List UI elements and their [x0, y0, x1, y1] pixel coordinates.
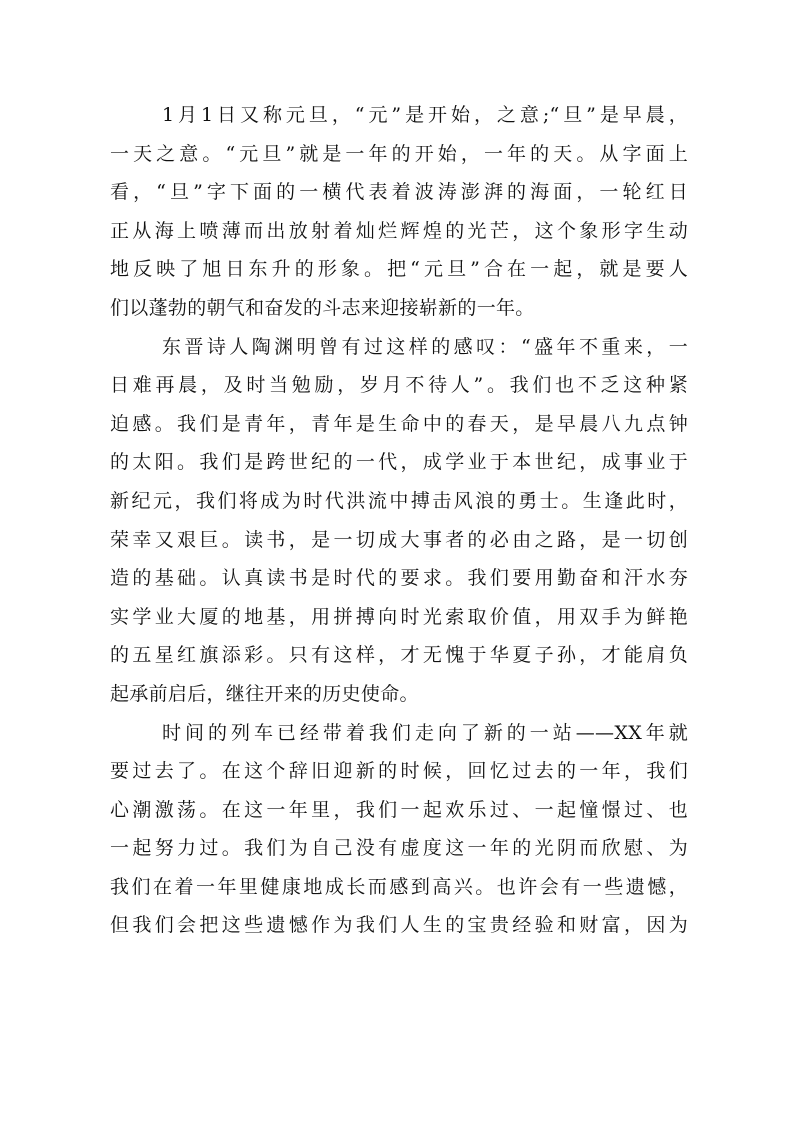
paragraph-line: 荣幸又艰巨。读书，是一切成大事者的必由之路，是一切创: [110, 528, 688, 551]
paragraph-line: 新纪元，我们将成为时代洪流中搏击风浪的勇士。生逢此时，: [110, 489, 688, 512]
paragraph-line: 东晋诗人陶渊明曾有过这样的感叹：“盛年不重来，一: [162, 335, 688, 358]
paragraph-line: 迫感。我们是青年，青年是生命中的春天，是早晨八九点钟: [110, 412, 688, 435]
paragraph-line: 的五星红旗添彩。只有这样，才无愧于华夏子孙，才能肩负: [110, 644, 688, 667]
paragraph-year-review: [110, 714, 688, 946]
paragraph-line: 一天之意。“元旦”就是一年的开始，一年的天。从字面上: [110, 142, 688, 165]
paragraph-line: 我们在着一年里健康地成长而感到高兴。也许会有一些遗憾，: [110, 875, 688, 898]
paragraph-line: 时间的列车已经带着我们走向了新的一站——XX年就: [162, 721, 688, 744]
paragraph-line: 地反映了旭日东升的形象。把“元旦”合在一起，就是要人: [110, 258, 688, 281]
paragraph-line: 但我们会把这些遗憾作为我们人生的宝贵经验和财富，因为: [110, 914, 688, 937]
paragraph-new-year-meaning: [110, 96, 688, 328]
paragraph-tao-yuanming-quote: [110, 328, 688, 714]
paragraph-line: 1月1日又称元旦，“元”是开始，之意;“旦”是早晨，: [162, 104, 688, 126]
paragraph-line: 看，“旦”字下面的一横代表着波涛澎湃的海面，一轮红日: [110, 181, 688, 204]
paragraph-line: 造的基础。认真读书是时代的要求。我们要用勤奋和汗水夯: [110, 567, 688, 590]
paragraph-line: 们以蓬勃的朝气和奋发的斗志来迎接崭新的一年。: [110, 296, 535, 319]
paragraph-line: 一起努力过。我们为自己没有虚度这一年的光阴而欣慰、为: [110, 837, 688, 860]
paragraph-line: 的太阳。我们是跨世纪的一代，成学业于本世纪，成事业于: [110, 451, 688, 474]
document-body: [110, 96, 688, 945]
paragraph-line: 起承前启后，继往开来的历史使命。: [110, 682, 419, 705]
paragraph-line: 正从海上喷薄而出放射着灿烂辉煌的光芒，这个象形字生动: [110, 219, 688, 242]
paragraph-line: 日难再晨，及时当勉励，岁月不待人”。我们也不乏这种紧: [110, 374, 688, 397]
paragraph-line: 要过去了。在这个辞旧迎新的时候，回忆过去的一年，我们: [110, 760, 688, 783]
paragraph-line: 心潮激荡。在这一年里，我们一起欢乐过、一起憧憬过、也: [110, 798, 688, 821]
paragraph-line: 实学业大厦的地基，用拼搏向时光索取价值，用双手为鲜艳: [110, 605, 688, 628]
